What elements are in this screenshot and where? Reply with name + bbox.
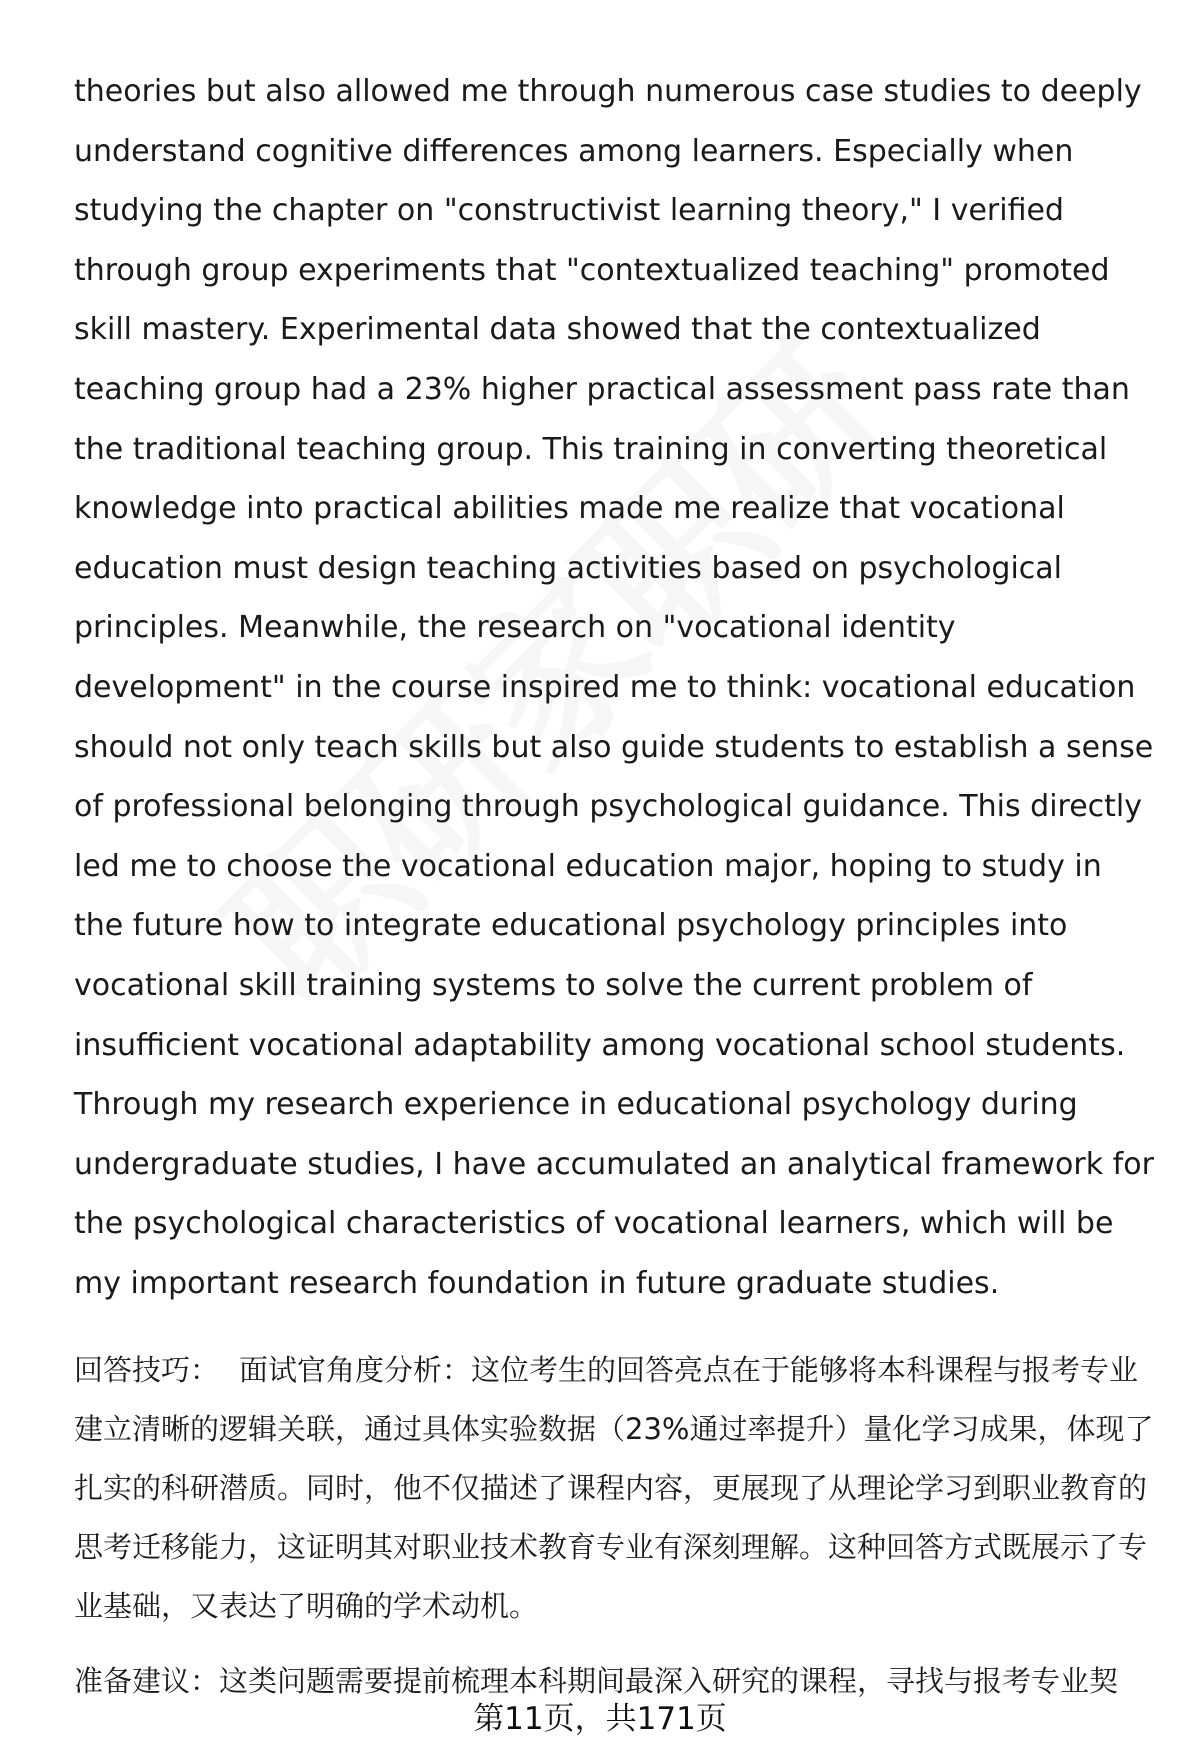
preparation-label: 准备建议： — [74, 1664, 220, 1699]
body-paragraph: theories but also allowed me through numerous case studies to deeply understand cognitive differences among learners. Especially when studying the chapter on "constructivist learning theory," I verified through group experiments that "contextualized teaching" promoted skill mastery. Experimental data showed that the contextualized teaching group had a 23% higher practical assessment pass rate than the traditional teaching group. This training in converting theoretical knowledge into practical abilities made me realize that vocational education must design teaching activities based on psychological principles. Meanwhile, the research on "vocational identity development" in the course inspired me to think: vocational education should not only teach skills but also guide students to establish a sense of professional belonging through psychological guidance. This directly led me to choose the vocational education major, hoping to study in the future how to integrate educational psychology principles into vocational skill training systems to solve the current problem of insufficient vocational adaptability among vocational school students. Through my research experience in educational psychology during undergraduate studies, I have accumulated an analytical framework for the psychological characteristics of vocational learners, which will be my important research foundation in future graduate studies. — [74, 74, 1154, 1301]
preparation-text: 这类问题需要提前梳理本科期间最深入研究的课程，寻找与报考专业契 — [219, 1664, 1119, 1699]
page-number: 第11页，共171页 — [473, 1701, 727, 1737]
document-content — [74, 62, 1160, 1711]
answer-tip-text: 面试官角度分析：这位考生的回答亮点在于能够将本科课程与报考专业建立清晰的逻辑关联，通过具体实验数据（23%通过率提升）量化学习成果，体现了扎实的科研潜质。同时，他不仅描述了课程内容，更展现了从理论学习到职业教育的思考迁移能力，这证明其对职业技术教育专业有深刻理解。这种回答方式既展示了专业基础，又表达了明确的学术动机。 — [74, 1353, 1154, 1624]
answer-tip-section — [74, 1341, 1160, 1636]
answer-tip-label: 回答技巧： — [74, 1353, 220, 1388]
